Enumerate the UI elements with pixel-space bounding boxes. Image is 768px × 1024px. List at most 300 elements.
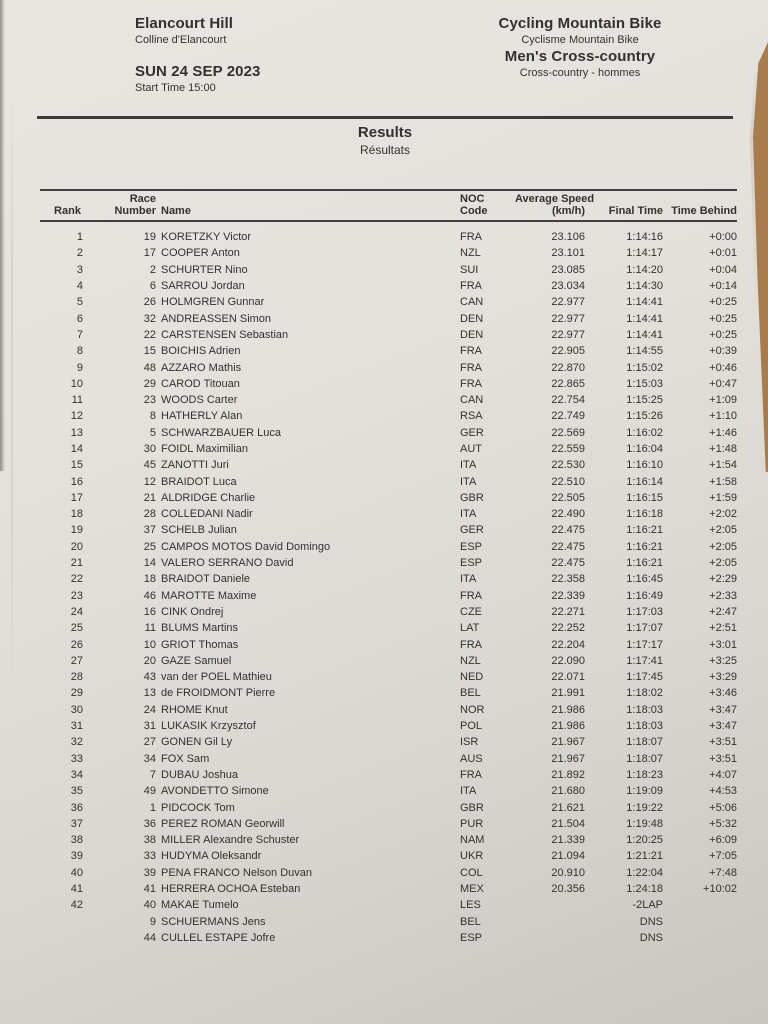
cell-rank: 19 bbox=[70, 524, 83, 537]
result-row bbox=[40, 490, 737, 506]
cell-name: SARROU Jordan bbox=[161, 280, 245, 293]
cell-noc-code: ESP bbox=[460, 931, 483, 944]
result-row bbox=[40, 229, 737, 245]
cell-final-time: 1:18:03 bbox=[626, 703, 663, 716]
cell-average-speed: 22.090 bbox=[551, 654, 585, 667]
cell-average-speed: 23.106 bbox=[551, 231, 585, 244]
cell-noc-code: CZE bbox=[460, 605, 482, 618]
cell-rank: 13 bbox=[70, 426, 83, 439]
cell-name: HERRERA OCHOA Esteban bbox=[161, 883, 301, 896]
cell-rank: 22 bbox=[70, 573, 83, 586]
cell-name: SCHWARZBAUER Luca bbox=[161, 426, 282, 439]
cell-name: COLLEDANI Nadir bbox=[161, 508, 253, 521]
result-row bbox=[40, 734, 737, 750]
cell-time-behind: +1:59 bbox=[709, 491, 737, 504]
header-final_time: Final Time bbox=[608, 205, 663, 217]
cell-rank: 42 bbox=[70, 899, 83, 912]
cell-noc-code: CAN bbox=[460, 394, 484, 407]
cell-final-time: 1:14:17 bbox=[626, 247, 663, 260]
cell-time-behind: +1:09 bbox=[709, 394, 737, 407]
cell-final-time: DNS bbox=[639, 931, 663, 944]
result-row bbox=[40, 262, 737, 278]
header-rank: Rank bbox=[54, 205, 81, 217]
cell-race-number: 12 bbox=[143, 475, 156, 488]
result-row bbox=[40, 848, 737, 864]
cell-average-speed: 21.986 bbox=[551, 720, 585, 733]
cell-race-number: 31 bbox=[143, 720, 156, 733]
cell-average-speed: 22.475 bbox=[551, 524, 585, 537]
cell-race-number: 44 bbox=[143, 931, 156, 944]
cell-race-number: 37 bbox=[143, 524, 156, 537]
cell-noc-code: FRA bbox=[460, 345, 482, 358]
cell-time-behind: +0:25 bbox=[709, 296, 737, 309]
cell-noc-code: ITA bbox=[460, 785, 477, 798]
cell-noc-code: SUI bbox=[460, 263, 479, 276]
cell-name: FOIDL Maximilian bbox=[161, 443, 248, 455]
cell-noc-code: GBR bbox=[460, 801, 484, 814]
result-row bbox=[40, 897, 737, 913]
result-row bbox=[40, 278, 737, 294]
cell-average-speed: 22.559 bbox=[551, 443, 585, 455]
cell-name: PEREZ ROMAN Georwill bbox=[161, 817, 285, 830]
result-row bbox=[40, 588, 737, 604]
result-row bbox=[40, 685, 737, 701]
cell-noc-code: GER bbox=[460, 426, 484, 439]
cell-time-behind: +3:51 bbox=[709, 752, 737, 765]
cell-rank: 30 bbox=[70, 703, 83, 716]
cell-race-number: 43 bbox=[143, 671, 156, 684]
cell-time-behind: +2:51 bbox=[709, 622, 737, 635]
cell-race-number: 19 bbox=[143, 231, 156, 244]
cell-race-number: 7 bbox=[149, 768, 156, 781]
cell-final-time: 1:16:21 bbox=[626, 540, 663, 553]
cell-time-behind: +2:47 bbox=[709, 605, 737, 618]
cell-rank: 32 bbox=[70, 736, 83, 749]
cell-final-time: 1:17:03 bbox=[626, 605, 663, 618]
cell-time-behind: +0:47 bbox=[709, 377, 737, 390]
cell-average-speed: 22.271 bbox=[551, 605, 585, 618]
event-name: Men's Cross-country bbox=[504, 48, 656, 65]
event-date: SUN 24 SEP 2023 bbox=[135, 63, 261, 80]
cell-average-speed: 21.967 bbox=[551, 736, 585, 749]
cell-noc-code: GER bbox=[460, 524, 484, 537]
cell-average-speed: 22.749 bbox=[551, 410, 585, 423]
cell-time-behind: +7:48 bbox=[709, 866, 737, 879]
cell-name: SCHUERMANS Jens bbox=[161, 915, 266, 928]
cell-time-behind: +10:02 bbox=[703, 883, 737, 896]
cell-noc-code: MEX bbox=[460, 883, 484, 896]
cell-noc-code: FRA bbox=[460, 280, 482, 293]
cell-rank: 5 bbox=[76, 296, 83, 309]
cell-noc-code: AUS bbox=[460, 752, 483, 765]
cell-race-number: 13 bbox=[143, 687, 156, 700]
cell-noc-code: GBR bbox=[460, 491, 484, 504]
cell-noc-code: FRA bbox=[460, 638, 482, 651]
cell-race-number: 40 bbox=[143, 899, 156, 912]
cell-noc-code: FRA bbox=[460, 361, 482, 374]
cell-rank: 18 bbox=[70, 508, 83, 521]
cell-noc-code: NAM bbox=[460, 834, 485, 847]
cell-rank: 39 bbox=[70, 850, 83, 863]
discipline-name: Cycling Mountain Bike bbox=[498, 15, 662, 32]
cell-rank: 25 bbox=[70, 622, 83, 635]
cell-noc-code: ESP bbox=[460, 557, 483, 570]
cell-rank: 1 bbox=[76, 231, 83, 244]
result-row bbox=[40, 620, 737, 636]
cell-average-speed: 23.085 bbox=[551, 263, 585, 276]
cell-name: COOPER Anton bbox=[161, 247, 240, 260]
cell-noc-code: LES bbox=[460, 899, 481, 912]
cell-name: AVONDETTO Simone bbox=[161, 785, 269, 798]
cell-race-number: 16 bbox=[143, 605, 156, 618]
cell-final-time: 1:16:21 bbox=[626, 557, 663, 570]
cell-race-number: 49 bbox=[143, 785, 156, 798]
cell-race-number: 14 bbox=[143, 557, 156, 570]
cell-noc-code: ESP bbox=[460, 540, 483, 553]
cell-average-speed: 22.475 bbox=[551, 540, 585, 553]
result-row bbox=[40, 718, 737, 734]
cell-rank: 26 bbox=[70, 638, 83, 651]
result-row bbox=[40, 767, 737, 783]
cell-race-number: 27 bbox=[143, 736, 156, 749]
result-row bbox=[40, 408, 737, 424]
cell-name: DUBAU Joshua bbox=[161, 768, 239, 781]
cell-time-behind: +4:53 bbox=[709, 785, 737, 798]
cell-time-behind: +0:39 bbox=[709, 345, 737, 358]
cell-final-time: 1:17:41 bbox=[626, 654, 663, 667]
cell-race-number: 36 bbox=[143, 817, 156, 830]
cell-final-time: 1:16:14 bbox=[626, 475, 663, 488]
cell-average-speed: 21.991 bbox=[551, 687, 585, 700]
cell-noc-code: LAT bbox=[460, 622, 480, 635]
cell-noc-code: BEL bbox=[460, 915, 481, 928]
cell-final-time: 1:18:07 bbox=[626, 736, 663, 749]
result-row bbox=[40, 636, 737, 652]
cell-noc-code: NZL bbox=[460, 247, 481, 260]
cell-average-speed: 21.621 bbox=[551, 801, 585, 814]
cell-noc-code: DEN bbox=[460, 312, 484, 325]
cell-final-time: 1:16:45 bbox=[626, 573, 663, 586]
cell-time-behind: +2:33 bbox=[709, 589, 737, 602]
cell-average-speed: 20.356 bbox=[551, 883, 585, 896]
cell-race-number: 26 bbox=[143, 296, 156, 309]
cell-rank: 41 bbox=[70, 883, 83, 896]
cell-name: FOX Sam bbox=[161, 752, 210, 765]
result-row bbox=[40, 604, 737, 620]
cell-time-behind: +3:29 bbox=[709, 671, 737, 684]
cell-final-time: 1:14:41 bbox=[626, 296, 663, 309]
cell-average-speed: 22.505 bbox=[551, 491, 585, 504]
cell-average-speed: 22.339 bbox=[551, 589, 585, 602]
cell-name: MILLER Alexandre Schuster bbox=[161, 834, 300, 847]
cell-rank: 16 bbox=[70, 475, 83, 488]
cell-time-behind: +3:51 bbox=[709, 736, 737, 749]
cell-name: RHOME Knut bbox=[161, 703, 228, 716]
result-row bbox=[40, 343, 737, 359]
cell-average-speed: 22.071 bbox=[551, 671, 585, 684]
cell-average-speed: 21.892 bbox=[551, 768, 585, 781]
cell-name: CINK Ondrej bbox=[161, 605, 224, 618]
cell-final-time: 1:20:25 bbox=[626, 834, 663, 847]
cell-final-time: 1:17:17 bbox=[626, 638, 663, 651]
venue-name-fr: Colline d'Elancourt bbox=[135, 34, 227, 46]
cell-rank: 21 bbox=[70, 557, 83, 570]
header-time_behind: Time Behind bbox=[671, 205, 737, 217]
result-row bbox=[40, 571, 737, 587]
cell-final-time: 1:18:03 bbox=[626, 720, 663, 733]
cell-race-number: 25 bbox=[143, 540, 156, 553]
cell-time-behind: +0:04 bbox=[709, 263, 737, 276]
cell-final-time: 1:22:04 bbox=[626, 866, 663, 879]
cell-race-number: 30 bbox=[143, 443, 156, 455]
cell-race-number: 45 bbox=[143, 459, 156, 472]
start-time: Start Time 15:00 bbox=[135, 82, 216, 94]
cell-time-behind: +1:46 bbox=[709, 426, 737, 439]
cell-name: PENA FRANCO Nelson Duvan bbox=[161, 866, 312, 879]
cell-time-behind: +2:05 bbox=[709, 524, 737, 537]
cell-name: CARSTENSEN Sebastian bbox=[161, 328, 289, 341]
cell-average-speed: 22.530 bbox=[551, 459, 585, 472]
cell-noc-code: ITA bbox=[460, 508, 477, 521]
results-table-body bbox=[40, 222, 737, 946]
cell-noc-code: FRA bbox=[460, 377, 482, 390]
cell-time-behind: +3:46 bbox=[709, 687, 737, 700]
cell-time-behind: +0:25 bbox=[709, 312, 737, 325]
cell-name: HOLMGREN Gunnar bbox=[161, 296, 265, 309]
cell-time-behind: +5:06 bbox=[709, 801, 737, 814]
cell-noc-code: BEL bbox=[460, 687, 481, 700]
cell-noc-code: RSA bbox=[460, 410, 483, 423]
results-table-header bbox=[40, 189, 737, 222]
cell-rank: 38 bbox=[70, 834, 83, 847]
cell-race-number: 28 bbox=[143, 508, 156, 521]
header-race_number: Race Number bbox=[114, 193, 156, 217]
cell-rank: 29 bbox=[70, 687, 83, 700]
cell-final-time: 1:15:25 bbox=[626, 394, 663, 407]
cell-time-behind: +2:05 bbox=[709, 540, 737, 553]
cell-time-behind: +1:10 bbox=[709, 410, 737, 423]
cell-noc-code: FRA bbox=[460, 768, 482, 781]
discipline-block bbox=[455, 15, 705, 81]
cell-noc-code: ISR bbox=[460, 736, 479, 749]
cell-time-behind: +5:32 bbox=[709, 817, 737, 830]
cell-rank: 4 bbox=[76, 280, 83, 293]
cell-rank: 12 bbox=[70, 410, 83, 423]
result-row bbox=[40, 930, 737, 946]
cell-time-behind: +0:01 bbox=[709, 247, 737, 260]
section-divider bbox=[37, 116, 733, 119]
cell-noc-code: COL bbox=[460, 866, 483, 879]
cell-average-speed: 22.754 bbox=[551, 394, 585, 407]
header-noc: NOC Code bbox=[460, 193, 488, 217]
cell-average-speed: 22.569 bbox=[551, 426, 585, 439]
results-title-fr: Résultats bbox=[359, 143, 411, 157]
cell-final-time: 1:19:48 bbox=[626, 817, 663, 830]
cell-name: WOODS Carter bbox=[161, 394, 238, 407]
result-row bbox=[40, 783, 737, 799]
cell-time-behind: +2:05 bbox=[709, 557, 737, 570]
cell-noc-code: ITA bbox=[460, 573, 477, 586]
cell-final-time: 1:16:18 bbox=[626, 508, 663, 521]
cell-name: HUDYMA Oleksandr bbox=[161, 850, 262, 863]
cell-average-speed: 22.977 bbox=[551, 296, 585, 309]
discipline-name-fr: Cyclisme Mountain Bike bbox=[521, 34, 639, 46]
cell-name: ANDREASSEN Simon bbox=[161, 312, 272, 325]
result-row bbox=[40, 669, 737, 685]
cell-race-number: 34 bbox=[143, 752, 156, 765]
cell-name: MAROTTE Maxime bbox=[161, 589, 257, 602]
result-row bbox=[40, 310, 737, 326]
cell-rank: 2 bbox=[76, 247, 83, 260]
results-table bbox=[40, 189, 737, 946]
cell-rank: 35 bbox=[70, 785, 83, 798]
result-row bbox=[40, 506, 737, 522]
cell-average-speed: 23.101 bbox=[551, 247, 585, 260]
cell-average-speed: 22.490 bbox=[551, 508, 585, 521]
cell-name: GAZE Samuel bbox=[161, 654, 232, 667]
cell-time-behind: +4:07 bbox=[709, 768, 737, 781]
cell-race-number: 33 bbox=[143, 850, 156, 863]
cell-race-number: 9 bbox=[149, 915, 156, 928]
cell-noc-code: UKR bbox=[460, 850, 484, 863]
cell-average-speed: 22.475 bbox=[551, 557, 585, 570]
result-row bbox=[40, 425, 737, 441]
cell-average-speed: 22.204 bbox=[551, 638, 585, 651]
cell-final-time: 1:14:55 bbox=[626, 345, 663, 358]
cell-average-speed: 21.094 bbox=[551, 850, 585, 863]
result-row bbox=[40, 392, 737, 408]
cell-noc-code: DEN bbox=[460, 328, 484, 341]
cell-name: KORETZKY Victor bbox=[161, 231, 252, 244]
cell-name: PIDCOCK Tom bbox=[161, 801, 235, 814]
result-row bbox=[40, 245, 737, 261]
cell-average-speed: 22.977 bbox=[551, 312, 585, 325]
cell-name: CULLEL ESTAPE Jofre bbox=[161, 931, 276, 944]
cell-time-behind: +2:29 bbox=[709, 573, 737, 586]
cell-final-time: 1:18:23 bbox=[626, 768, 663, 781]
cell-race-number: 20 bbox=[143, 654, 156, 667]
cell-time-behind: +1:58 bbox=[709, 475, 737, 488]
cell-rank: 24 bbox=[70, 605, 83, 618]
cell-race-number: 32 bbox=[143, 312, 156, 325]
cell-rank: 36 bbox=[70, 801, 83, 814]
cell-average-speed: 22.358 bbox=[551, 573, 585, 586]
cell-rank: 14 bbox=[70, 443, 83, 455]
cell-time-behind: +0:46 bbox=[709, 361, 737, 374]
venue-name: Elancourt Hill bbox=[135, 15, 234, 32]
cell-race-number: 6 bbox=[149, 280, 156, 293]
result-row bbox=[40, 702, 737, 718]
cell-final-time: DNS bbox=[639, 915, 663, 928]
cell-race-number: 11 bbox=[144, 622, 156, 635]
cell-average-speed: 21.986 bbox=[551, 703, 585, 716]
cell-time-behind: +1:54 bbox=[709, 459, 737, 472]
cell-final-time: 1:14:41 bbox=[626, 312, 663, 325]
cell-final-time: 1:21:21 bbox=[626, 850, 663, 863]
cell-race-number: 15 bbox=[143, 345, 156, 358]
results-title: Results bbox=[357, 124, 413, 141]
cell-rank: 34 bbox=[70, 768, 83, 781]
cell-rank: 11 bbox=[71, 394, 83, 407]
cell-race-number: 24 bbox=[143, 703, 156, 716]
cell-final-time: 1:24:18 bbox=[626, 883, 663, 896]
paper-crease bbox=[11, 82, 13, 696]
cell-race-number: 1 bbox=[149, 801, 156, 814]
cell-race-number: 41 bbox=[143, 883, 156, 896]
header-name: Name bbox=[161, 205, 191, 217]
cell-average-speed: 21.680 bbox=[551, 785, 585, 798]
result-row bbox=[40, 441, 737, 457]
result-row bbox=[40, 327, 737, 343]
cell-final-time: 1:18:07 bbox=[626, 752, 663, 765]
cell-name: LUKASIK Krzysztof bbox=[161, 720, 256, 733]
result-row bbox=[40, 539, 737, 555]
cell-name: BLUMS Martins bbox=[161, 622, 239, 635]
result-row bbox=[40, 359, 737, 375]
cell-final-time: 1:14:20 bbox=[626, 263, 663, 276]
cell-race-number: 38 bbox=[143, 834, 156, 847]
results-title-block bbox=[37, 124, 733, 158]
cell-rank: 20 bbox=[70, 540, 83, 553]
cell-average-speed: 20.910 bbox=[551, 866, 585, 879]
result-row bbox=[40, 865, 737, 881]
cell-race-number: 2 bbox=[149, 263, 156, 276]
cell-final-time: 1:19:09 bbox=[626, 785, 663, 798]
cell-final-time: 1:16:15 bbox=[626, 491, 663, 504]
cell-noc-code: NZL bbox=[460, 654, 481, 667]
cell-average-speed: 23.034 bbox=[551, 280, 585, 293]
cell-name: VALERO SERRANO David bbox=[161, 557, 294, 570]
cell-rank: 40 bbox=[70, 866, 83, 879]
cell-race-number: 39 bbox=[143, 866, 156, 879]
result-row bbox=[40, 376, 737, 392]
cell-noc-code: AUT bbox=[460, 443, 482, 455]
cell-final-time: 1:16:02 bbox=[626, 426, 663, 439]
cell-time-behind: +3:01 bbox=[709, 638, 737, 651]
cell-race-number: 8 bbox=[149, 410, 156, 423]
cell-name: HATHERLY Alan bbox=[161, 410, 243, 423]
cell-time-behind: +0:25 bbox=[709, 328, 737, 341]
cell-rank: 9 bbox=[76, 361, 83, 374]
cell-rank: 7 bbox=[76, 328, 83, 341]
cell-name: BRAIDOT Daniele bbox=[161, 573, 251, 586]
cell-rank: 15 bbox=[70, 459, 83, 472]
cell-average-speed: 22.905 bbox=[551, 345, 585, 358]
cell-final-time: 1:15:02 bbox=[626, 361, 663, 374]
cell-average-speed: 22.870 bbox=[551, 361, 585, 374]
cell-name: de FROIDMONT Pierre bbox=[161, 687, 276, 700]
result-row bbox=[40, 294, 737, 310]
cell-time-behind: +7:05 bbox=[709, 850, 737, 863]
cell-average-speed: 21.967 bbox=[551, 752, 585, 765]
paper-left-edge-shadow bbox=[0, 0, 5, 471]
cell-rank: 33 bbox=[70, 752, 83, 765]
result-row bbox=[40, 653, 737, 669]
cell-average-speed: 22.977 bbox=[551, 328, 585, 341]
cell-noc-code: FRA bbox=[460, 231, 482, 244]
cell-final-time: 1:17:07 bbox=[626, 622, 663, 635]
cell-final-time: 1:16:49 bbox=[626, 589, 663, 602]
cell-race-number: 23 bbox=[143, 394, 156, 407]
cell-final-time: 1:17:45 bbox=[626, 671, 663, 684]
cell-average-speed: 22.865 bbox=[551, 377, 585, 390]
cell-time-behind: +3:47 bbox=[709, 720, 737, 733]
cell-final-time: 1:16:04 bbox=[626, 443, 663, 455]
cell-name: CAMPOS MOTOS David Domingo bbox=[161, 540, 331, 553]
result-row bbox=[40, 522, 737, 538]
cell-final-time: 1:14:30 bbox=[626, 280, 663, 293]
cell-race-number: 46 bbox=[143, 589, 156, 602]
